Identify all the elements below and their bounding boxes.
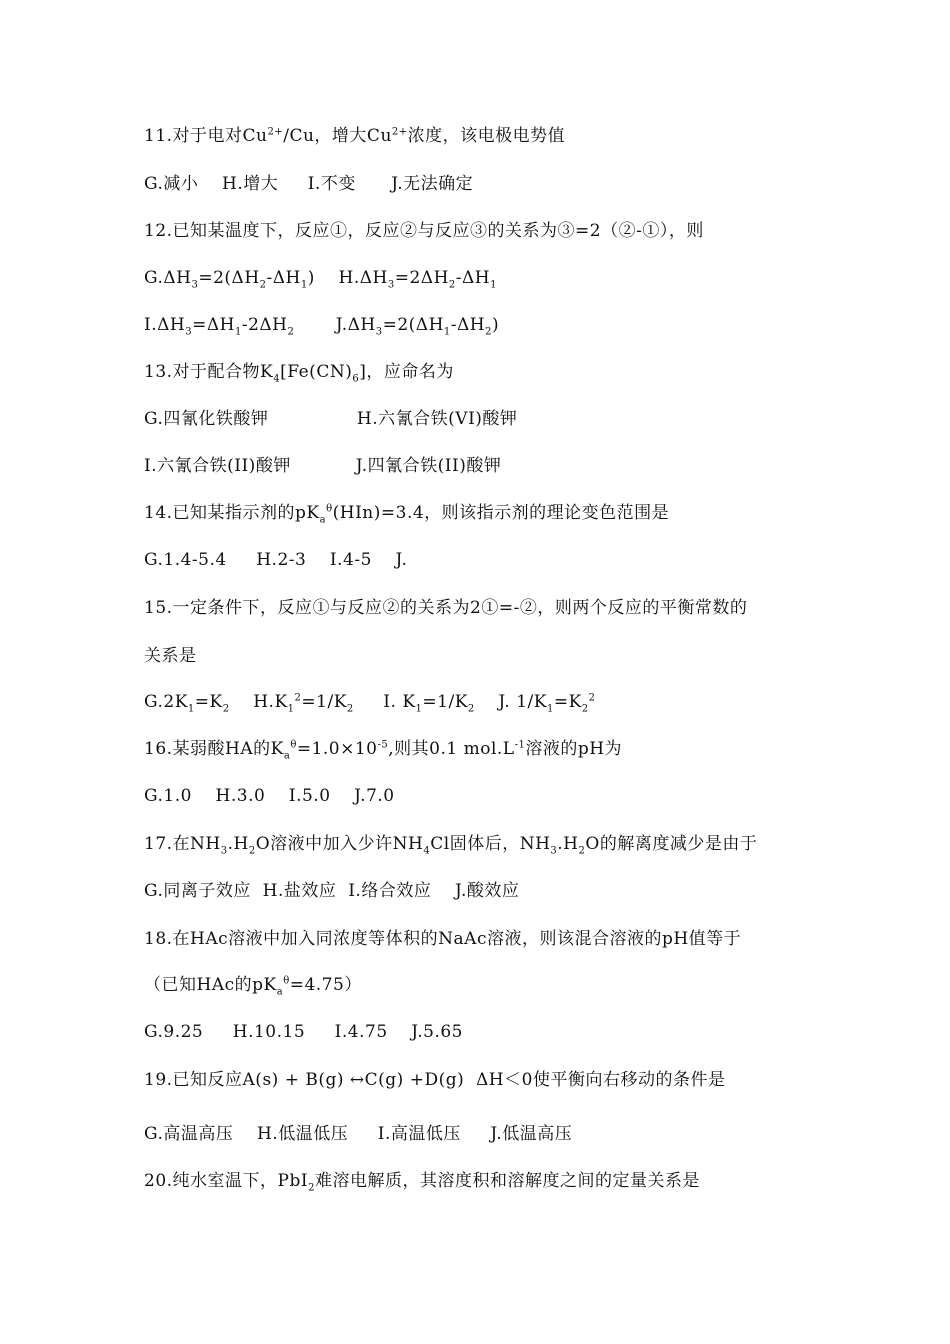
text-line: $I.\Delta H_3=\Delta H_1-2\Delta H_2$ $J.\Delta H_3=2(\Delta H_1-\Delta H_2)$: [144, 315, 500, 338]
text-line: 14.已知某指示剂的$pK_a^\theta(HIn)=3.4$，则该指示剂的理论变色范围是: [144, 503, 670, 526]
text-line: I.六氰合铁(II)酸钾 J.四氰合铁(II)酸钾: [144, 456, 502, 476]
text-line: $G.2K_1=K_2$ $H.K_1^2=1/K_2$ I. $K_1=1/K_2$ J. $1/K_1=K_2^2$: [144, 692, 596, 715]
text-line: $G.\Delta H_3=2(\Delta H_2-\Delta H_1)$ $H.\Delta H_3=2\Delta H_2-\Delta H_1$: [144, 268, 498, 291]
text-line: G.高温高压 H.低温低压 I.高温低压 J.低温高压: [144, 1124, 573, 1144]
text-line: 17.在$NH_3.H_2O$溶液中加入少许$NH_4Cl$固体后，$NH_3.H_2O$的解离度减少是由于: [144, 834, 758, 857]
text-line: （已知HAc的$pK_a^\theta=4.75$）: [144, 975, 362, 998]
text-line: G.1.4-5.4 H.2-3 I.4-5 J.: [144, 550, 408, 570]
text-line: G.9.25 H.10.15 I.4.75 J.5.65: [144, 1022, 464, 1042]
text-line: 12.已知某温度下，反应①，反应②与反应③的关系为③=2（②-①），则: [144, 221, 704, 241]
text-line: 11.对于电对$Cu^{2+}/Cu$，增大$Cu^{2+}$浓度，该电极电势值: [144, 126, 566, 146]
text-line: G.减小 H.增大 I.不变 J.无法确定: [144, 174, 474, 194]
text-line: 18.在HAc溶液中加入同浓度等体积的NaAc溶液，则该混合溶液的pH值等于: [144, 929, 742, 949]
text-line: 20.纯水室温下，PbI$_2$难溶电解质，其溶度积和溶解度之间的定量关系是: [144, 1171, 700, 1194]
text-line: 关系是: [144, 646, 197, 666]
text-line: 16.某弱酸HA的$K_a^\theta=1.0\times 10^{-5}$,则其0.1 $mol.L^{-1}$溶液的pH为: [144, 739, 623, 762]
text-line: 13.对于配合物$K_4[Fe(CN)_6]$，应命名为: [144, 362, 454, 385]
text-line: G.四氰化铁酸钾 H.六氰合铁(VI)酸钾: [144, 409, 518, 429]
text-line: 15.一定条件下，反应①与反应②的关系为2①=-②，则两个反应的平衡常数的: [144, 598, 748, 618]
text-line: G.同离子效应 H.盐效应 I.络合效应 J.酸效应: [144, 881, 520, 901]
text-line: G.1.0 H.3.0 I.5.0 J.7.0: [144, 786, 395, 806]
text-line: 19.已知反应A(s) + B(g) ↔C(g) +D(g) ΔH＜0使平衡向右移动的条件是: [144, 1070, 726, 1090]
